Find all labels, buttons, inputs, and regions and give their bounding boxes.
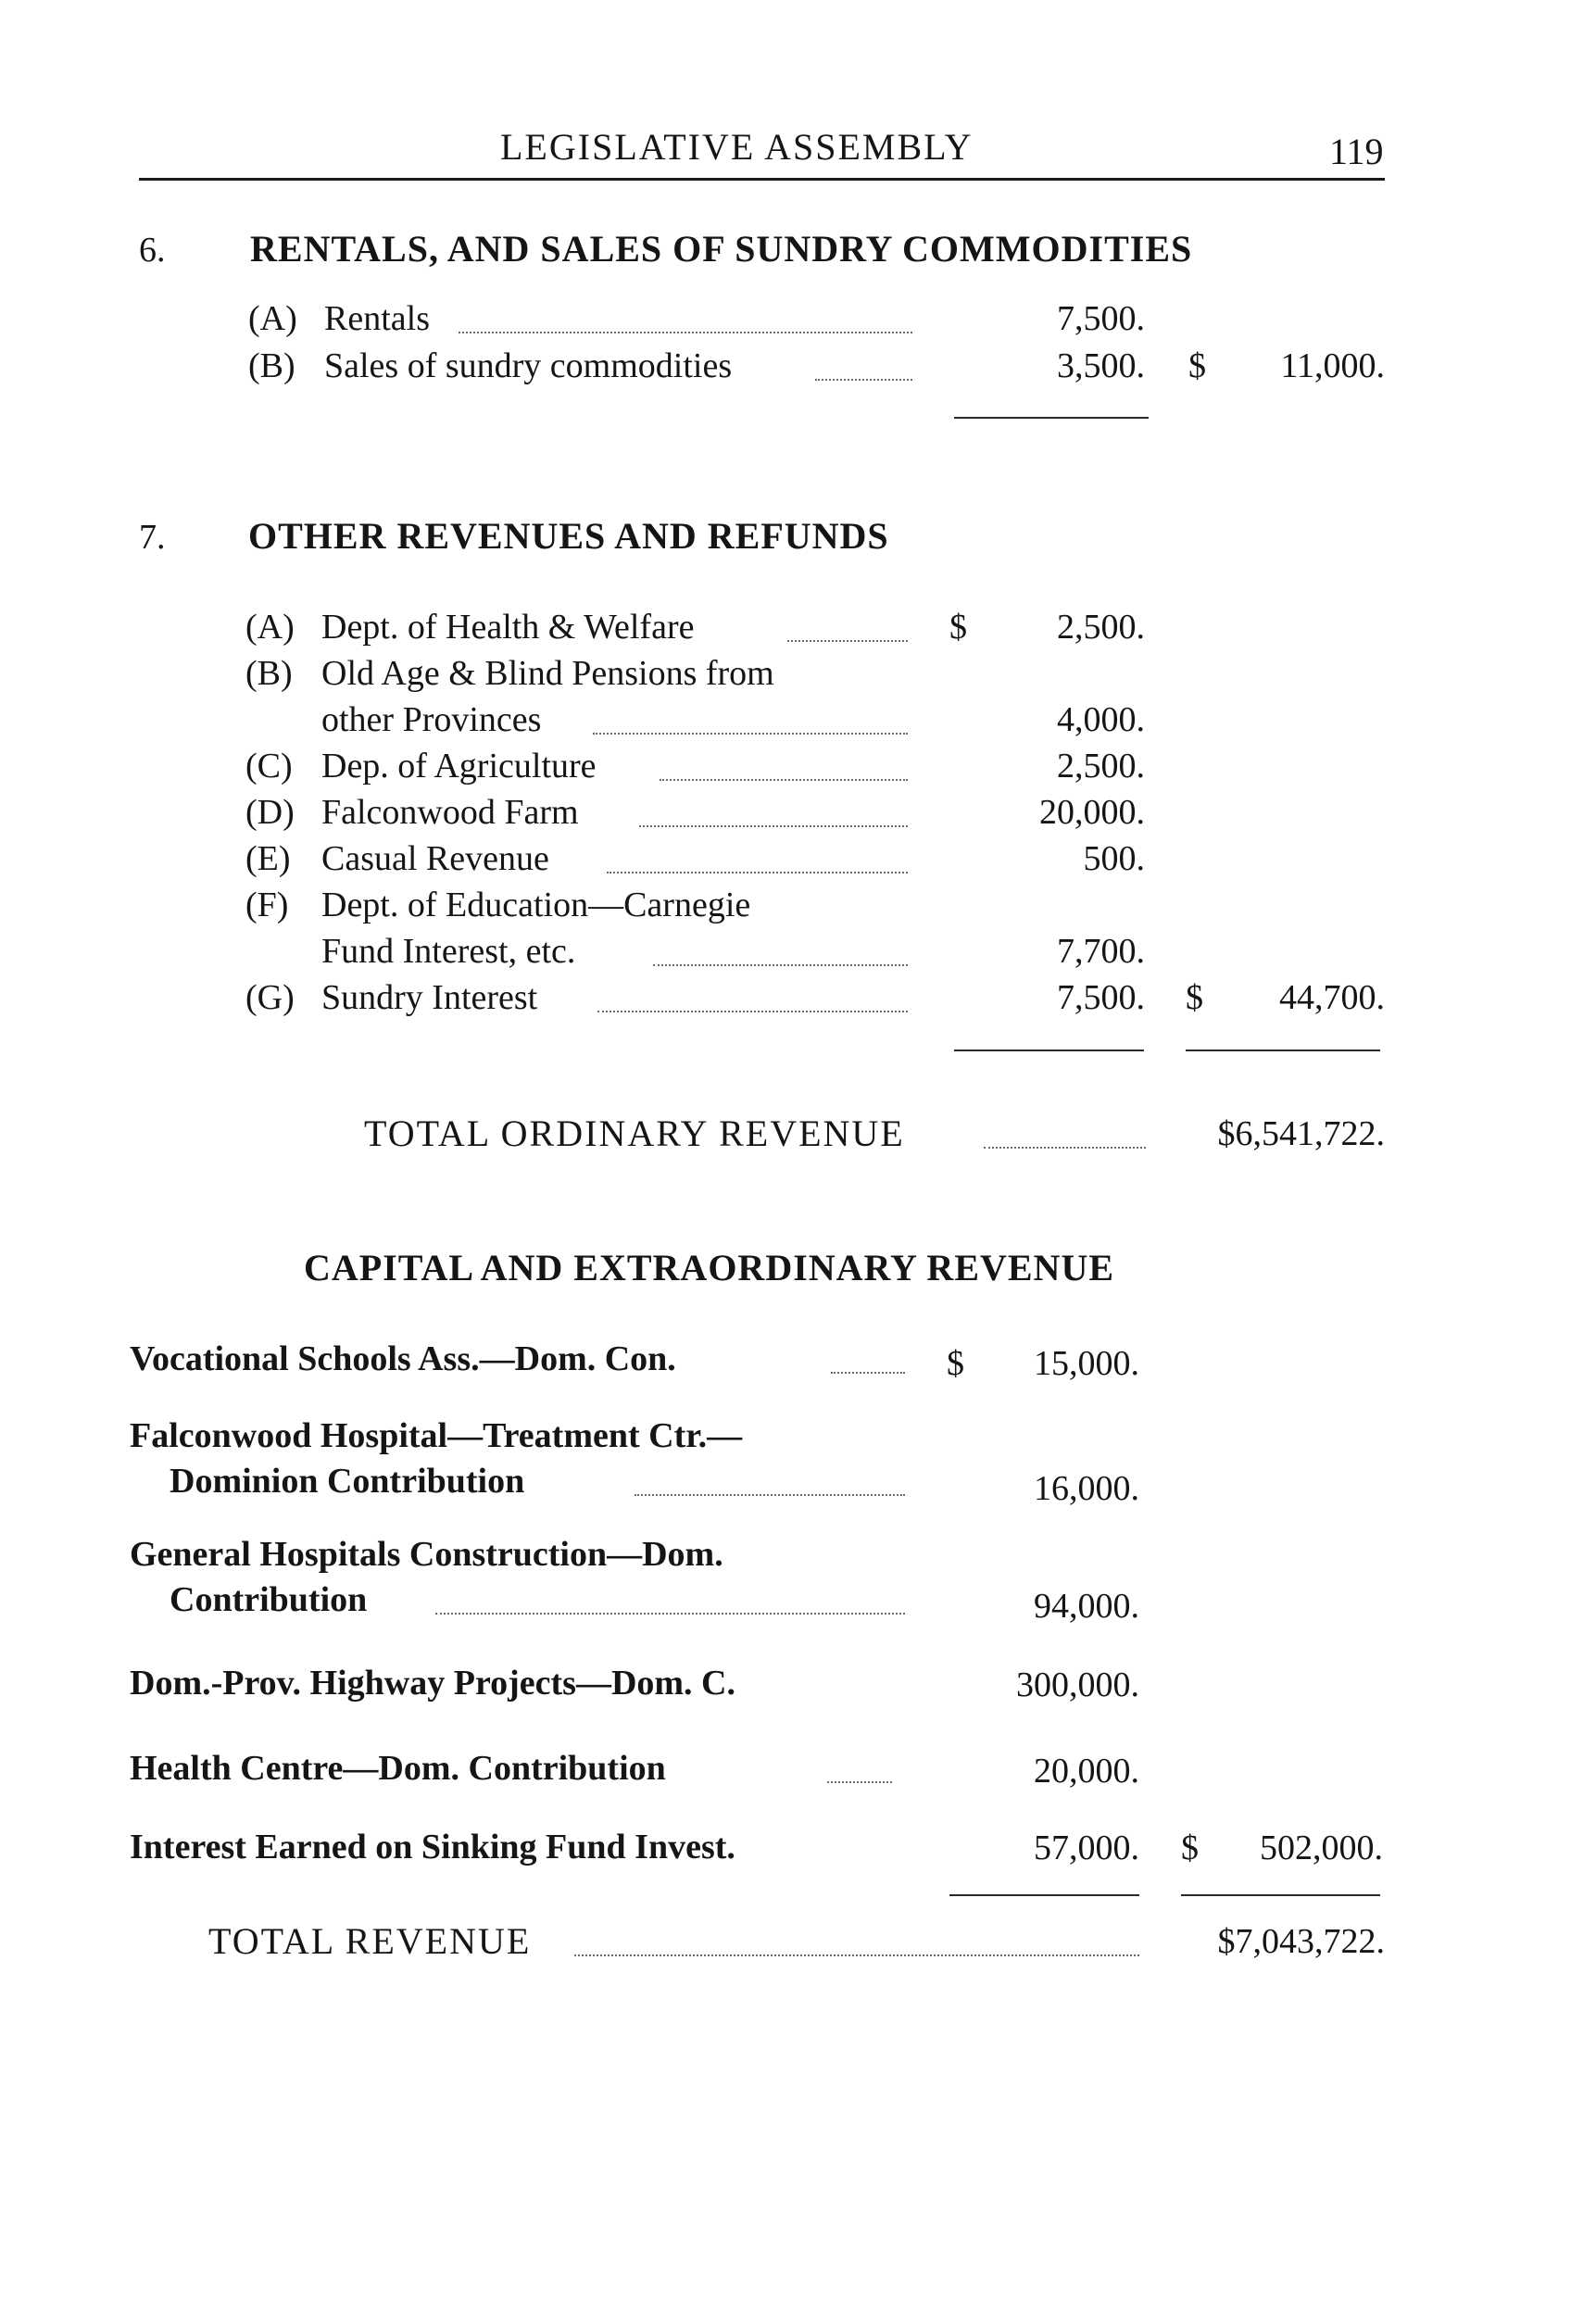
section6-title: RENTALS, AND SALES OF SUNDRY COMMODITIES	[250, 228, 1193, 270]
capital-sum-rule-right	[1181, 1894, 1380, 1896]
section6-sum-rule	[954, 417, 1149, 419]
capital-item-2-amount: 16,000.	[1034, 1469, 1139, 1508]
section7-item-e-amount: 500.	[1083, 839, 1145, 878]
item-label: Dep. of Agriculture	[321, 747, 597, 786]
leader-dots	[660, 779, 908, 781]
section7-item-a-currency: $	[949, 608, 967, 647]
section7-sum-rule-left	[954, 1049, 1144, 1051]
section7-item-a	[245, 607, 694, 647]
capital-item-4-amount: 300,000.	[1016, 1665, 1139, 1704]
section6-number: 6.	[139, 231, 166, 270]
item-label: Casual Revenue	[321, 839, 549, 878]
section7-item-b	[245, 653, 774, 694]
capital-item-2: Falconwood Hospital—Treatment Ctr.—	[130, 1416, 743, 1455]
section7-item-e	[245, 838, 549, 879]
item-letter: (B)	[248, 346, 295, 385]
capital-item-2-line2: Dominion Contribution	[170, 1462, 525, 1501]
leader-dots	[815, 379, 912, 381]
section7-item-d	[245, 792, 579, 833]
item-label: Sales of sundry commodities	[324, 346, 733, 385]
item-label: Dept. of Education—Carnegie	[321, 886, 751, 924]
capital-item-4: Dom.-Prov. Highway Projects—Dom. C.	[130, 1664, 735, 1703]
capital-item-1: Vocational Schools Ass.—Dom. Con.	[130, 1339, 676, 1378]
item-label: Dept. of Health & Welfare	[321, 608, 695, 647]
section7-item-g-amount: 7,500.	[1057, 978, 1145, 1017]
section7-item-c-amount: 2,500.	[1057, 747, 1145, 786]
section7-item-c	[245, 746, 597, 786]
capital-item-3: General Hospitals Construction—Dom.	[130, 1535, 723, 1574]
capital-item-3-amount: 94,000.	[1034, 1587, 1139, 1626]
item-label: Falconwood Farm	[321, 793, 579, 832]
capital-item-3-line2: Contribution	[170, 1580, 368, 1619]
capital-total: 502,000.	[1260, 1829, 1383, 1867]
item-letter: (E)	[245, 839, 291, 878]
section6-item-a	[248, 298, 430, 339]
section6-total-currency: $	[1188, 346, 1206, 385]
leader-dots	[435, 1613, 905, 1615]
capital-item-1-amount: 15,000.	[1034, 1344, 1139, 1383]
section7-item-f	[245, 885, 750, 925]
section7-total: 44,700.	[1279, 978, 1385, 1017]
capital-item-6: Interest Earned on Sinking Fund Invest.	[130, 1828, 735, 1866]
capital-total-currency: $	[1181, 1829, 1199, 1867]
leader-dots	[607, 872, 908, 873]
section6-item-a-amount: 7,500.	[1057, 299, 1145, 338]
item-label: Sundry Interest	[321, 978, 538, 1017]
total-ordinary-amount: $6,541,722.	[1217, 1114, 1385, 1153]
section6-total: 11,000.	[1280, 346, 1385, 385]
item-letter: (A)	[245, 608, 295, 647]
item-letter: (G)	[245, 978, 295, 1017]
item-letter: (A)	[248, 299, 297, 338]
leader-dots	[653, 964, 908, 966]
capital-sum-rule-left	[949, 1894, 1139, 1896]
running-header: LEGISLATIVE ASSEMBLY	[500, 126, 974, 168]
section6-item-b-amount: 3,500.	[1057, 346, 1145, 385]
capital-item-5-amount: 20,000.	[1034, 1752, 1139, 1791]
item-letter: (C)	[245, 747, 293, 786]
leader-dots	[574, 1954, 1139, 1956]
capital-title: CAPITAL AND EXTRAORDINARY REVENUE	[304, 1247, 1115, 1288]
section7-item-b-line2: other Provinces	[321, 700, 542, 739]
section7-item-b-amount: 4,000.	[1057, 700, 1145, 739]
total-revenue-label: TOTAL REVENUE	[208, 1920, 532, 1962]
section7-item-d-amount: 20,000.	[1039, 793, 1145, 832]
leader-dots	[827, 1781, 892, 1783]
leader-dots	[639, 825, 908, 827]
page-number: 119	[1329, 131, 1384, 172]
section7-sum-rule-right	[1186, 1049, 1380, 1051]
capital-item-1-currency: $	[947, 1344, 964, 1383]
section7-item-a-amount: 2,500.	[1057, 608, 1145, 647]
section7-item-f-line2: Fund Interest, etc.	[321, 932, 576, 971]
section7-item-g	[245, 977, 537, 1018]
total-revenue-amount: $7,043,722.	[1217, 1922, 1385, 1961]
item-letter: (B)	[245, 654, 293, 693]
leader-dots	[787, 640, 908, 642]
item-label: Old Age & Blind Pensions from	[321, 654, 774, 693]
leader-dots	[635, 1494, 905, 1496]
section7-total-currency: $	[1186, 978, 1203, 1017]
item-letter: (F)	[245, 886, 289, 924]
leader-dots	[593, 733, 908, 735]
leader-dots	[831, 1372, 905, 1374]
section7-number: 7.	[139, 518, 166, 557]
header-rule	[139, 178, 1385, 181]
leader-dots	[984, 1147, 1146, 1149]
capital-item-6-amount: 57,000.	[1034, 1829, 1139, 1867]
section7-item-f-amount: 7,700.	[1057, 932, 1145, 971]
leader-dots	[459, 332, 912, 333]
leader-dots	[597, 1011, 908, 1012]
item-label: Rentals	[324, 299, 430, 338]
total-ordinary-label: TOTAL ORDINARY REVENUE	[364, 1112, 905, 1154]
section7-title: OTHER REVENUES AND REFUNDS	[248, 515, 889, 557]
section6-item-b	[248, 346, 732, 386]
item-letter: (D)	[245, 793, 295, 832]
capital-item-5: Health Centre—Dom. Contribution	[130, 1749, 666, 1788]
